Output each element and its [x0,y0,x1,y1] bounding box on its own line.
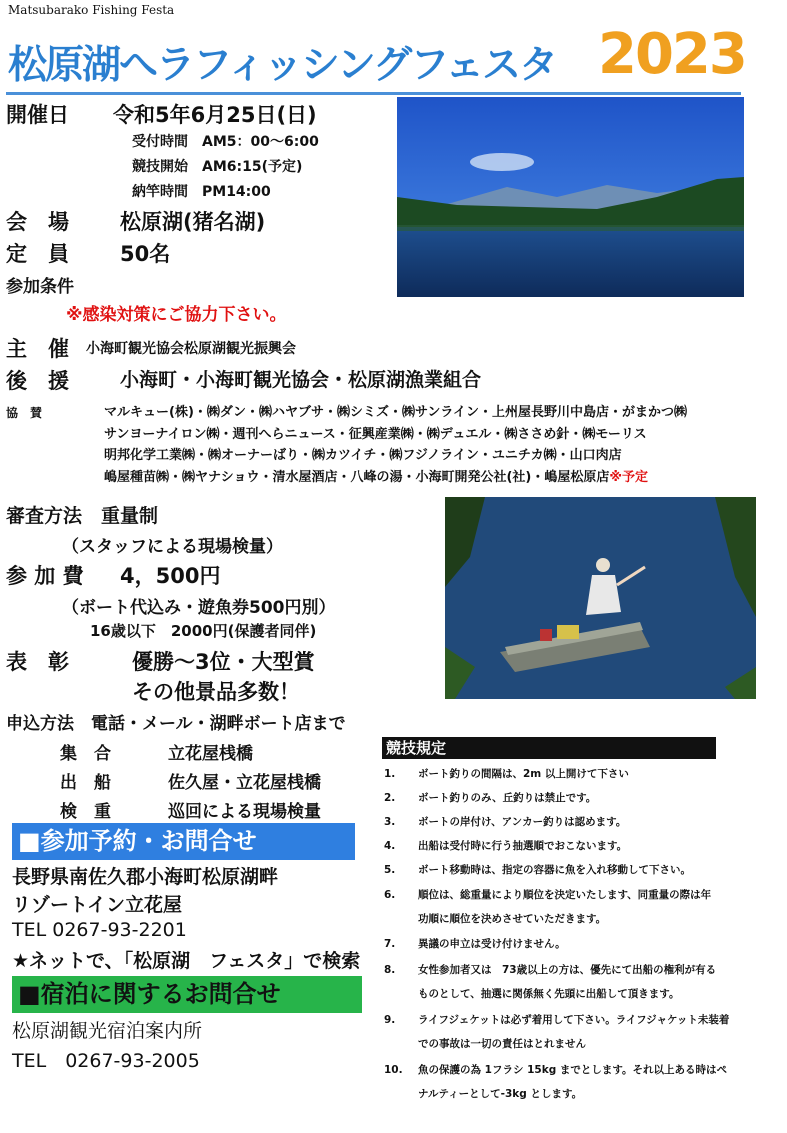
end-time: 納竿時間 PM14:00 [132,184,271,200]
date-value: 令和5年6月25日(日) [113,103,317,127]
reservation-banner: ■参加予約・お問合せ [12,823,355,860]
rule-number: 3. [384,816,396,828]
search-hint: ★ネットで、「松原湖 フェスタ」で検索 [12,950,361,972]
gather-label: 集 合 [60,744,111,764]
venue-label: 会 場 [6,210,69,234]
contact-address: 長野県南佐久郡小海町松原湖畔 [12,866,279,888]
year-title: 2023 [598,22,746,87]
capacity-label: 定 員 [6,242,69,266]
lodging-tel: TEL 0267-93-2005 [12,1050,200,1072]
lake-photo [397,97,744,297]
judging-note: （スタッフによる現場検量） [62,537,283,557]
rule-text: 魚の保護の為 1フラシ 15kg までとします。それ以上ある時はペ [418,1064,728,1076]
lodging-name: 松原湖観光宿泊案内所 [12,1020,203,1042]
date-label: 開催日 [6,103,69,127]
weigh-label: 検 重 [60,802,111,822]
rule-number: 2. [384,792,396,804]
rule-number: 6. [384,889,396,901]
organizer-value: 小海町観光協会松原湖観光振興会 [86,341,296,357]
rule-number: 5. [384,864,396,876]
support-value: 小海町・小海町観光協会・松原湖漁業組合 [120,369,482,391]
conditions-label: 参加条件 [6,277,74,297]
rule-text: ライフジェケットは必ず着用して下さい。ライフジャケット未装着 [418,1014,730,1026]
reception-time: 受付時間 AM5：00～6:00 [132,134,319,150]
rule-text: ボート釣りのみ、丘釣りは禁止です。 [418,792,597,804]
rule-number: 1. [384,768,396,780]
rule-text: 順位は、総重量により順位を決定いたします、同重量の際は年 [418,889,712,901]
rule-text: 功順に順位を決めさせていただきます。 [418,913,607,925]
fee-label: 参 加 費 [6,564,84,588]
sponsor-list [104,402,764,488]
contact-tel: TEL 0267-93-2201 [12,919,187,941]
sponsor-line: マルキュー(株)・㈱ダン・㈱ハヤブサ・㈱シミズ・㈱サンライン・上州屋長野川中島店・がまかつ㈱ [104,405,687,420]
rule-text: 女性参加者又は 73歳以上の方は、優先にて出船の権利が有る [418,964,717,976]
rule-number: 9. [384,1014,396,1026]
lodging-banner: ■宿泊に関するお問合せ [12,976,362,1013]
award-value: 優勝～3位・大型賞 [132,650,315,674]
rule-text: での事故は一切の責任はとれません [418,1038,586,1050]
main-title: 松原湖へラフィッシングフェスタ [8,43,557,88]
gather-value: 立花屋桟橋 [168,744,253,764]
sponsor-line: 嶋屋種苗㈱・㈱ヤナショウ・清水屋酒店・八峰の湯・小海町開発公社(社)・嶋屋松原店 [104,469,610,485]
sponsor-line: 明邦化学工業㈱・㈱オーナーばり・㈱カツイチ・㈱フジノライン・ユニチカ㈱・山口肉店 [104,448,622,463]
depart-value: 佐久屋・立花屋桟橋 [168,773,321,793]
rule-text: ものとして、抽選に関係無く先頭に出船して頂きます。 [418,988,680,1000]
rules-title: 競技規定 [382,737,716,759]
fee-note-youth: 16歳以下 2000円(保護者同伴) [90,622,317,640]
depart-label: 出 船 [60,773,111,793]
support-label: 後 援 [6,369,69,393]
fee-value: 4，500円 [120,564,221,588]
contact-name: リゾートイン立花屋 [12,894,183,916]
boat-photo [445,497,756,699]
rule-text: 異議の申立は受け付けません。 [418,938,566,950]
sponsor-note: ※予定 [609,469,649,485]
rule-text: ボート移動時は、指定の容器に魚を入れ移動して下さい。 [418,864,691,876]
title-underline [6,92,741,95]
capacity-value: 50名 [120,242,171,266]
organizer-label: 主 催 [6,337,69,361]
rule-number: 10. [384,1064,403,1076]
venue-value: 松原湖(猪名湖) [120,210,266,234]
sponsor-line: サンヨーナイロン㈱・週刊へらニュース・征興産業㈱・㈱デュエル・㈱ささめ針・㈱モーリス [104,426,647,442]
conditions-note: ※感染対策にご協力下さい。 [66,305,287,325]
english-title: Matsubarako Fishing Festa [8,3,175,17]
fee-note-boat: （ボート代込み・遊魚券500円別） [62,598,336,618]
start-time: 競技開始 AM6:15(予定) [132,159,303,175]
weigh-value: 巡回による現場検量 [168,802,321,822]
rules-list [384,762,774,1107]
award-label: 表 彰 [6,650,69,674]
rule-text: ボートの岸付け、アンカー釣りは認めます。 [418,816,627,828]
rule-number: 7. [384,938,396,950]
rule-text: 出船は受付時に行う抽選順でおこないます。 [418,840,628,852]
rule-number: 8. [384,964,396,976]
award-other: その他景品多数！ [132,680,300,704]
rule-number: 4. [384,840,396,852]
judging-method: 審査方法 重量制 [6,505,159,527]
apply-method: 申込方法 電話・メール・湖畔ボート店まで [6,714,346,734]
sponsor-label: 協 賛 [6,406,43,420]
rule-text: ナルティーとして-3kg とします。 [418,1088,583,1100]
rule-text: ボート釣りの間隔は、2m 以上開けて下さい [418,768,629,780]
